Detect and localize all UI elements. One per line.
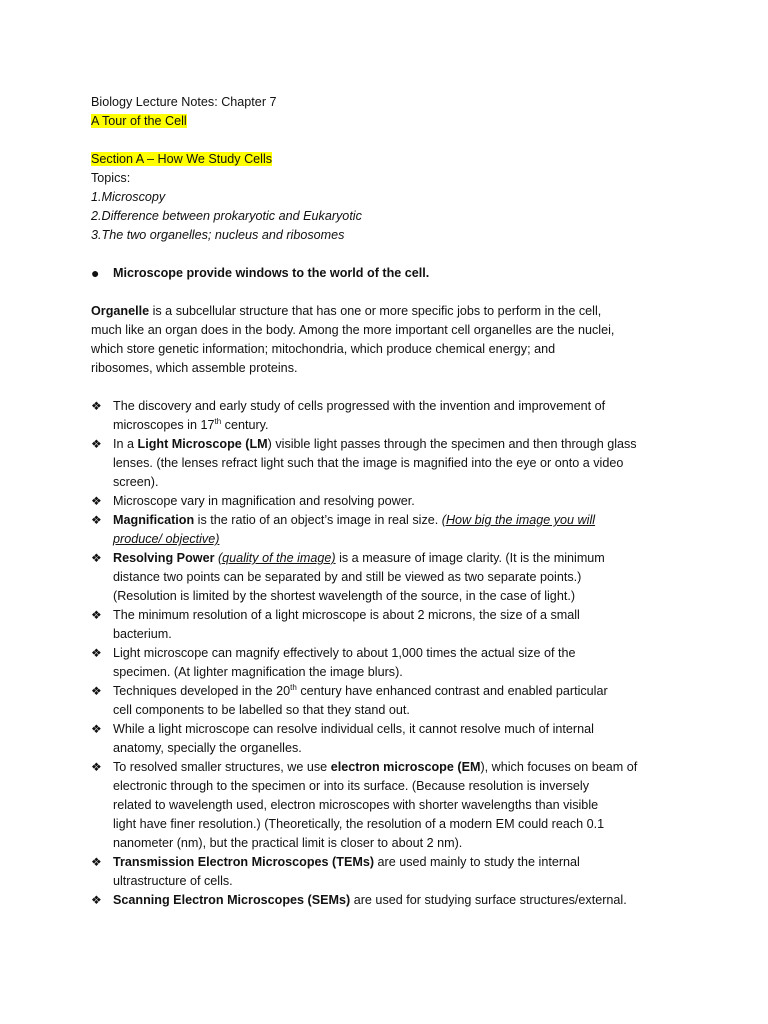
- list-item: ❖ Scanning Electron Microscopes (SEMs) are used for studying surface structures/external.: [91, 891, 691, 910]
- list-item: ❖ To resolved smaller structures, we use electron microscope (EM), which focuses on beam of electronic through to the specimen or into its surface. (Because resolution is inversely related to wavelength used, electron microscopes with shorter wavelengths than visible light have finer resolution.) (Theoretically, the resolution of a modern EM could reach 0.1 nanometer (nm), but the practical limit is closer to about 2 nm).: [91, 760, 638, 850]
- chapter-title-highlighted: A Tour of the Cell: [91, 114, 187, 128]
- organelle-term: Organelle: [91, 304, 150, 318]
- list-item: ❖ Light microscope can magnify effectively to about 1,000 times the actual size of the specimen. (At lighter magnification the image blurs).: [91, 646, 576, 679]
- diamond-bullet-icon: ❖: [91, 437, 102, 451]
- diamond-bullet-icon: ❖: [91, 513, 102, 527]
- topics-label: Topics:: [91, 171, 131, 185]
- list-item: ❖ The discovery and early study of cells progressed with the invention and improvement of microscopes in 17th century.: [91, 399, 606, 432]
- diamond-bullet-icon: ❖: [91, 760, 102, 774]
- diamond-bullet-icon: ❖: [91, 684, 102, 698]
- diamond-bullet-icon: ❖: [91, 608, 102, 622]
- topic-item: 3.The two organelles; nucleus and ribosomes: [91, 228, 345, 242]
- section-heading-highlighted: Section A – How We Study Cells: [91, 152, 273, 166]
- diamond-bullet-list: [91, 397, 691, 910]
- list-item: ❖ Transmission Electron Microscopes (TEMs) are used mainly to study the internal ultrastructure of cells.: [91, 855, 580, 888]
- list-item: ❖ While a light microscope can resolve individual cells, it cannot resolve much of internal anatomy, specially the organelles.: [91, 722, 594, 755]
- bullet-dot-icon: ●: [91, 265, 100, 281]
- diamond-bullet-icon: ❖: [91, 893, 102, 907]
- document-body: [91, 93, 691, 910]
- key-point-text: Microscope provide windows to the world of the cell.: [113, 266, 430, 280]
- list-item: ❖ Magnification is the ratio of an object’s image in real size. (How big the image you will produce/ objective): [91, 513, 596, 546]
- topic-item: 2.Difference between prokaryotic and Eukaryotic: [91, 209, 362, 223]
- topic-item: 1.Microscopy: [91, 190, 166, 204]
- organelle-paragraph: Organelle is a subcellular structure that has one or more specific jobs to perform in the cell, much like an organ does in the body. Among the more important cell organelles are the nuclei, which store genetic information; mitochondria, which produce chemical energy; and ribosomes, which assemble proteins.: [91, 304, 615, 375]
- diamond-bullet-icon: ❖: [91, 551, 102, 565]
- diamond-bullet-icon: ❖: [91, 494, 102, 508]
- list-item: ❖ The minimum resolution of a light microscope is about 2 microns, the size of a small bacterium.: [91, 608, 580, 641]
- key-point: [91, 264, 691, 283]
- diamond-bullet-icon: ❖: [91, 399, 102, 413]
- diamond-bullet-icon: ❖: [91, 722, 102, 736]
- list-item: ❖ Resolving Power (quality of the image) is a measure of image clarity. (It is the minimum distance two points can be separated by and still be viewed as two separate points.) (Resolution is limited by the shortest wavelength of the source, in the case of light.): [91, 551, 605, 603]
- document-title: Biology Lecture Notes: Chapter 7: [91, 95, 277, 109]
- list-item: ❖ In a Light Microscope (LM) visible light passes through the specimen and then through glass lenses. (the lenses refract light such that the image is magnified into the eye or onto a video screen).: [91, 437, 637, 489]
- list-item: ❖ Microscope vary in magnification and resolving power.: [91, 492, 691, 511]
- diamond-bullet-icon: ❖: [91, 855, 102, 869]
- diamond-bullet-icon: ❖: [91, 646, 102, 660]
- list-item: ❖ Techniques developed in the 20th century have enhanced contrast and enabled particular cell components to be labelled so that they stand out.: [91, 682, 608, 717]
